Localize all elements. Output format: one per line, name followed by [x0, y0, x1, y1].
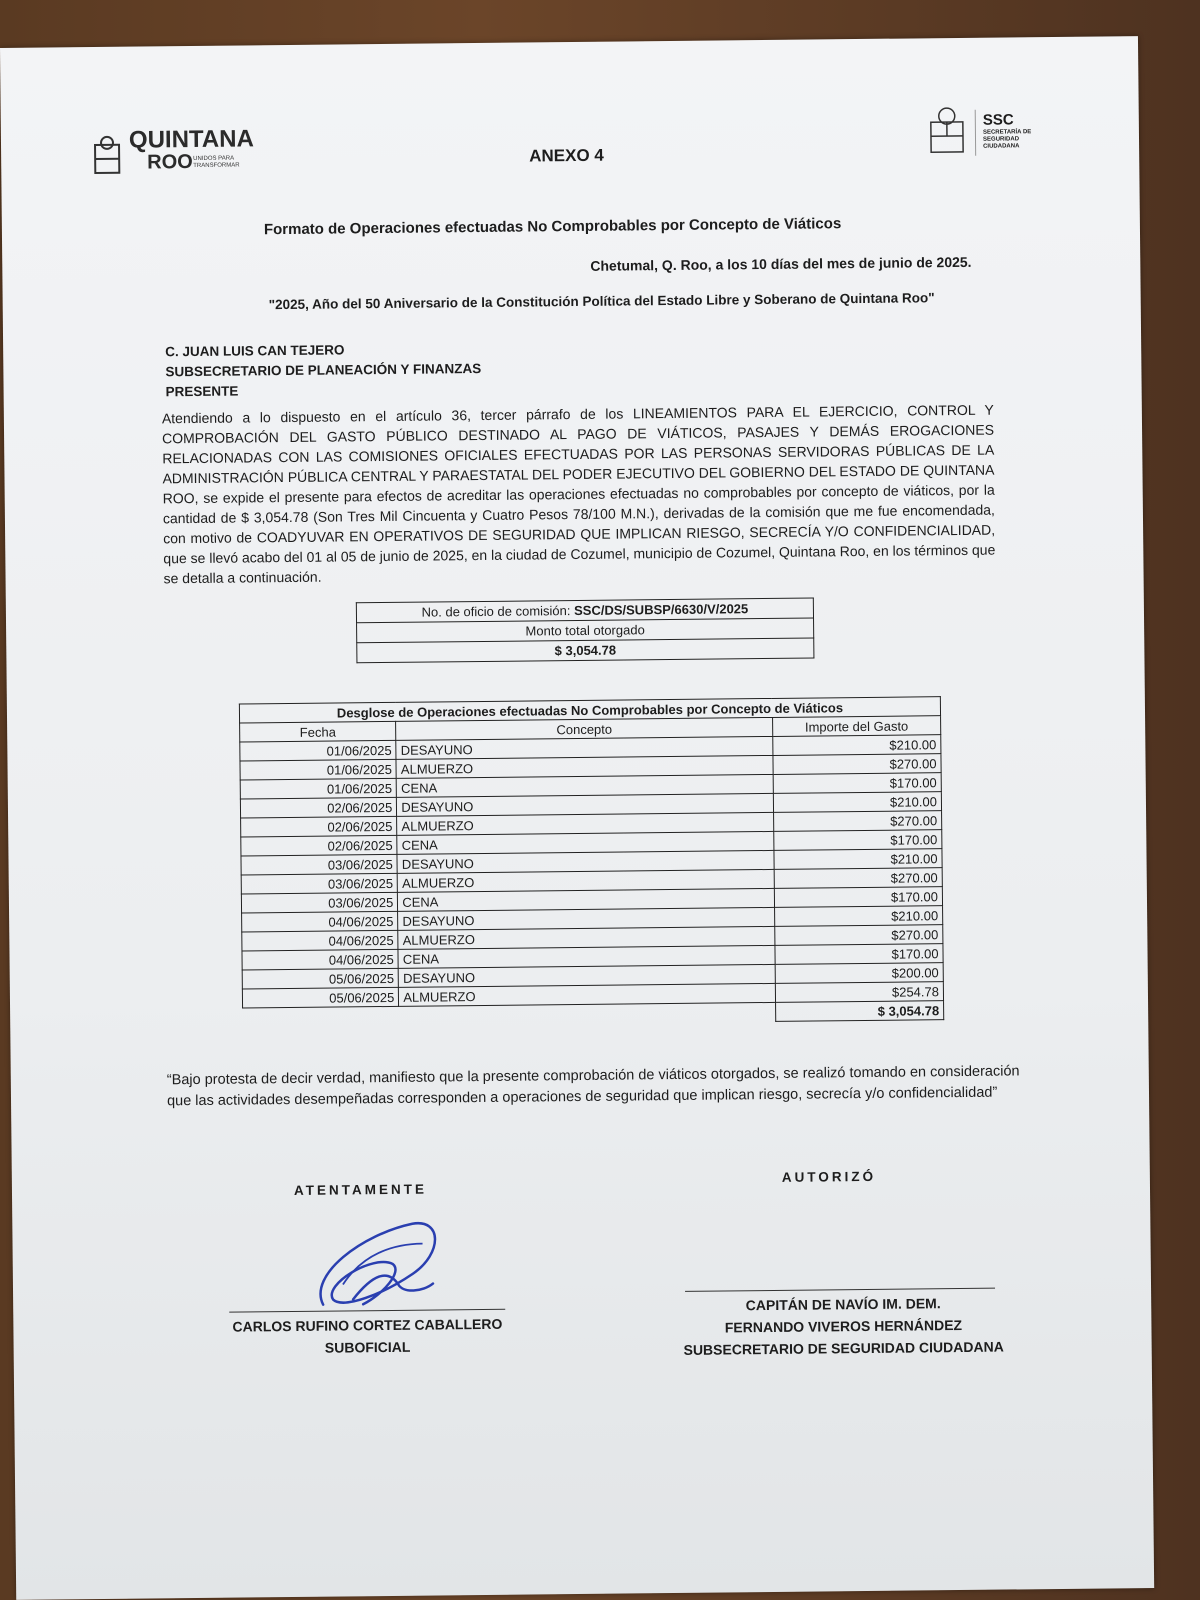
right-signature-heading: AUTORIZÓ: [781, 1168, 877, 1185]
oficio-label: No. de oficio de comisión:: [421, 603, 571, 620]
col-fecha-header: Fecha: [240, 721, 397, 742]
right-signer-block: [653, 1291, 1034, 1361]
addressee-salutation: PRESENTE: [165, 383, 239, 400]
logo-divider: [975, 110, 976, 156]
row-concepto: DESAYUNO: [397, 850, 774, 873]
ssc-shield-icon: [927, 106, 968, 158]
addressee-position: SUBSECRETARIO DE PLANEACIÓN Y FINANZAS: [165, 360, 482, 380]
row-importe: $210.00: [773, 735, 941, 756]
row-fecha: 02/06/2025: [241, 816, 398, 837]
oficio-value: SSC/DS/SUBSP/6630/V/2025: [573, 601, 749, 619]
date-line: Chetumal, Q. Roo, a los 10 días del mes de junio de 2025.: [590, 253, 972, 274]
protest-statement: “Bajo protesta de decir verdad, manifiesto que la presente comprobación de viáticos otorgados, se realizó tomando en consideración que las actividades desempeñadas corresponden a operaciones de seguridad que implican riesgo, secrecía y/o confidencialidad”: [166, 1063, 1020, 1110]
row-concepto: ALMUERZO: [398, 926, 775, 949]
row-importe: $170.00: [774, 887, 942, 908]
row-importe: $210.00: [773, 792, 941, 813]
monto-label: Monto total otorgado: [357, 618, 814, 643]
logo-text-quintana: QUINTANA: [128, 125, 254, 154]
ssc-acronym: SSC: [982, 111, 1014, 129]
row-concepto: CENA: [396, 774, 773, 797]
row-importe: $270.00: [774, 868, 942, 889]
row-concepto: DESAYUNO: [397, 793, 774, 816]
row-fecha: 01/06/2025: [240, 740, 397, 761]
row-fecha: 02/06/2025: [241, 835, 398, 856]
row-concepto: DESAYUNO: [398, 907, 775, 930]
left-signature-heading: ATENTAMENTE: [293, 1181, 428, 1198]
breakdown-table: [239, 696, 944, 1027]
row-concepto: DESAYUNO: [398, 964, 775, 987]
row-importe: $170.00: [774, 830, 942, 851]
row-importe: $200.00: [775, 963, 943, 984]
left-signer-role: SUBOFICIAL: [324, 1338, 411, 1356]
row-importe: $270.00: [775, 925, 943, 946]
row-concepto: CENA: [398, 945, 775, 968]
row-concepto: DESAYUNO: [396, 736, 773, 759]
breakdown-total: $ 3,054.78: [775, 1001, 943, 1022]
row-importe: $170.00: [775, 944, 943, 965]
row-fecha: 03/06/2025: [241, 892, 398, 913]
row-fecha: 05/06/2025: [242, 987, 399, 1008]
row-importe: $170.00: [773, 773, 941, 794]
monto-value: $ 3,054.78: [357, 638, 814, 663]
row-fecha: 04/06/2025: [242, 911, 399, 932]
ssc-name: SECRETARÍA DE SEGURIDAD CIUDADANA: [982, 129, 1032, 150]
row-importe: $210.00: [774, 849, 942, 870]
total-spacer: [243, 1006, 400, 1027]
summary-table: [356, 598, 815, 664]
document-title: Formato de Operaciones efectuadas No Comprobables por Concepto de Viáticos: [263, 215, 842, 239]
right-signer-role: SUBSECRETARIO DE SEGURIDAD CIUDADANA: [683, 1338, 1004, 1358]
row-concepto: ALMUERZO: [396, 755, 773, 778]
row-fecha: 01/06/2025: [240, 778, 397, 799]
row-fecha: 04/06/2025: [242, 930, 399, 951]
document-page: [0, 36, 1154, 1600]
left-signer-block: [209, 1313, 525, 1360]
row-fecha: 02/06/2025: [240, 797, 397, 818]
row-concepto: ALMUERZO: [397, 869, 774, 892]
addressee-block: [165, 339, 481, 402]
row-importe: $254.78: [775, 982, 943, 1003]
quintana-roo-logo: [93, 127, 274, 181]
logo-text-roo: ROO: [147, 150, 193, 174]
summary-row-monto-value: [357, 638, 814, 663]
right-signer-rank: CAPITÁN DE NAVÍO IM. DEM.: [745, 1295, 941, 1314]
year-motto: "2025, Año del 50 Aniversario de la Constitución Política del Estado Libre y Soberano de Quintana Roo": [268, 290, 935, 313]
breakdown-title: Desglose de Operaciones efectuadas No Comprobables por Concepto de Viáticos: [239, 697, 940, 723]
addressee-name: C. JUAN LUIS CAN TEJERO: [165, 342, 345, 360]
state-shield-icon: [93, 135, 121, 175]
row-concepto: ALMUERZO: [397, 812, 774, 835]
left-signer-name: CARLOS RUFINO CORTEZ CABALLERO: [232, 1315, 503, 1335]
row-fecha: 01/06/2025: [240, 759, 397, 780]
row-fecha: 05/06/2025: [242, 968, 399, 989]
col-concepto-header: Concepto: [396, 717, 773, 740]
row-fecha: 03/06/2025: [241, 854, 398, 875]
row-concepto: CENA: [397, 831, 774, 854]
row-importe: $270.00: [773, 811, 941, 832]
body-paragraph: Atendiendo a lo dispuesto en el artículo 36, tercer párrafo de los LINEAMIENTOS PARA EL EJERCICIO, CONTROL Y COMPROBACIÓN DEL GASTO PÚBLICO DESTINADO AL PAGO DE VIÁTICOS, PASAJES Y DEMÁS EROGACIONES RELACIONADAS CON LAS COMISIONES OFICIALES EFECTUADAS POR LAS PERSONAS SERVIDORAS PÚBLICAS DE LA ADMINISTRACIÓN PÚBLICA CENTRAL Y PARAESTATAL DEL PODER EJECUTIVO DEL GOBIERNO DEL ESTADO DE QUINTANA ROO, se expide el presente para efectos de acreditar las operaciones efectuadas no comprobables por concepto de viáticos, por la cantidad de $ 3,054.78 (Son Tres Mil Cincuenta y Cuatro Pesos 78/100 M.N.), derivadas de la comisión que me fue encomendada, con motivo de COADYUVAR EN OPERATIVOS DE SEGURIDAD QUE IMPLICAN RIESGO, SECRECÍA Y/O CONFIDENCIALIDAD, que se llevó acabo del 01 al 05 de junio de 2025, en la ciudad de Cozumel, municipio de Cozumel, Quintana Roo, en los términos que se detalla a continuación.: [161, 401, 996, 587]
total-spacer: [399, 1002, 776, 1025]
row-fecha: 03/06/2025: [241, 873, 398, 894]
breakdown-body: [240, 735, 944, 1008]
row-concepto: CENA: [398, 888, 775, 911]
handwritten-signature: [302, 1213, 453, 1325]
row-fecha: 04/06/2025: [242, 949, 399, 970]
col-importe-header: Importe del Gasto: [772, 716, 940, 737]
logo-tagline: UNIDOS PARA TRANSFORMAR: [193, 155, 240, 169]
annex-label: ANEXO 4: [529, 145, 604, 166]
row-importe: $210.00: [774, 906, 942, 927]
right-signer-name: FERNANDO VIVEROS HERNÁNDEZ: [724, 1316, 963, 1336]
ssc-logo: [927, 105, 1058, 170]
row-importe: $270.00: [773, 754, 941, 775]
row-concepto: ALMUERZO: [399, 983, 776, 1006]
